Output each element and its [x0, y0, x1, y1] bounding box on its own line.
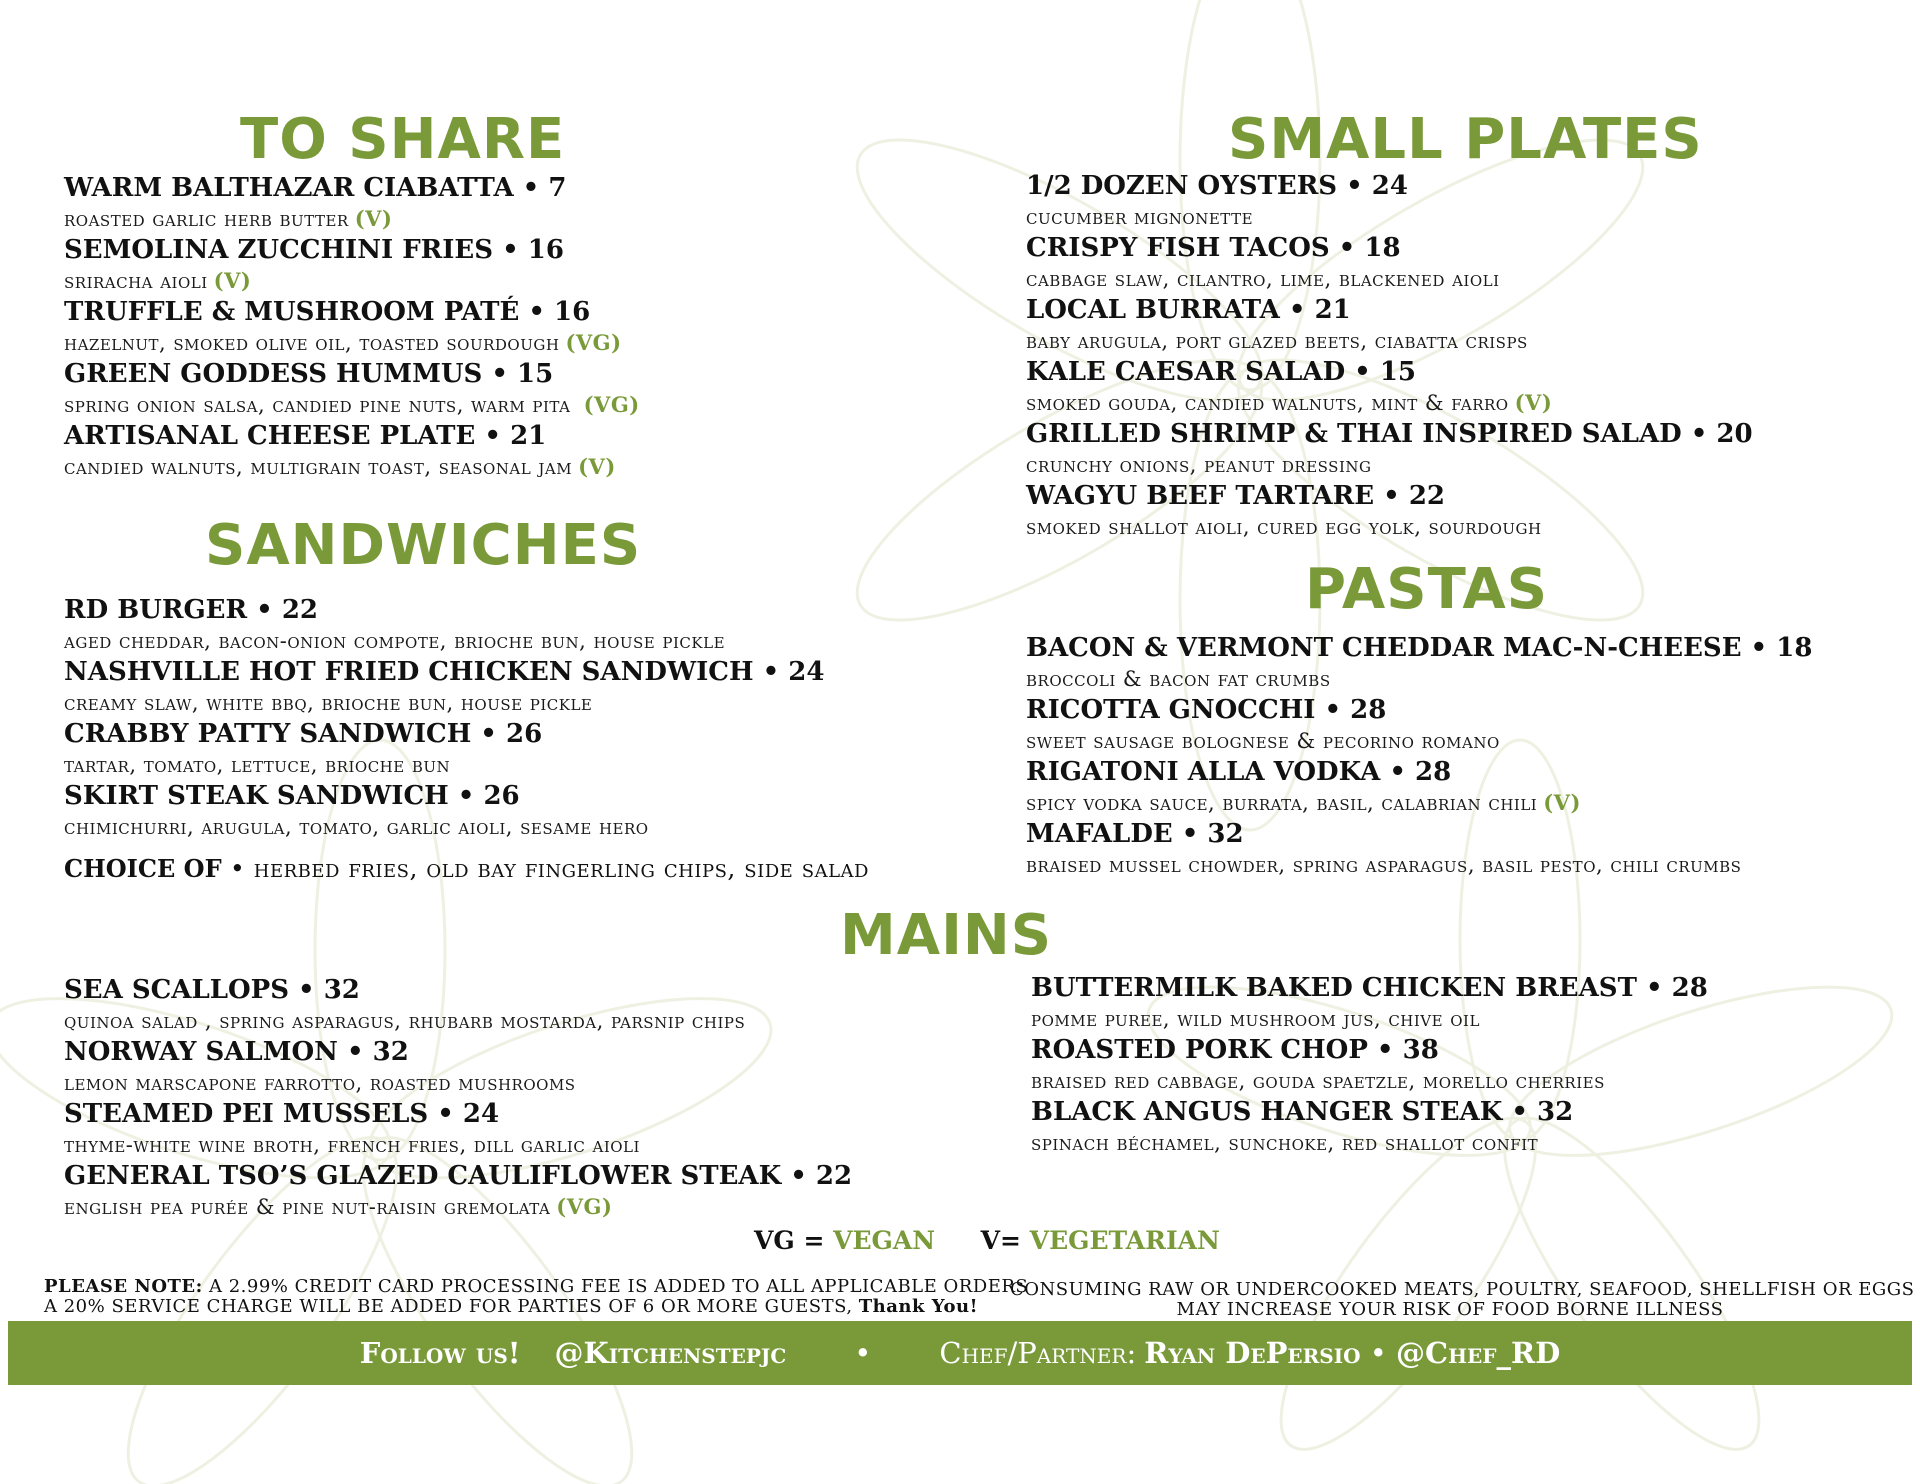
menu-item [1026, 294, 1753, 356]
item-desc: smoked shallot aioli, cured egg yolk, sourdough [1026, 515, 1542, 539]
item-name: 1/2 DOZEN OYSTERS • 24 [1026, 171, 1408, 201]
menu-item [64, 974, 852, 1036]
follow-label: Follow us! [359, 1336, 521, 1370]
item-desc: broccoli & bacon fat crumbs [1026, 667, 1331, 691]
item-desc: spinach béchamel, sunchoke, red shallot confit [1031, 1131, 1539, 1155]
item-desc: baby arugula, port glazed beets, ciabatta crisps [1026, 329, 1528, 353]
item-desc: braised red cabbage, gouda spaetzle, morello cherries [1031, 1069, 1605, 1093]
item-name: LOCAL BURRATA • 21 [1026, 295, 1351, 325]
menu-item [64, 594, 869, 656]
separator-dot: • [854, 1336, 872, 1370]
diet-tag: (VG) [556, 1194, 613, 1219]
item-desc: cucumber mignonette [1026, 205, 1254, 229]
item-name: RIGATONI ALLA VODKA • 28 [1026, 757, 1452, 787]
item-desc: smoked gouda, candied walnuts, mint & farro (V) [1026, 390, 1553, 415]
menu-item [64, 1160, 852, 1222]
diet-tag: (V) [213, 268, 252, 293]
chef-handle-link[interactable]: @Chef_RD [1396, 1336, 1561, 1370]
item-name: BUTTERMILK BAKED CHICKEN BREAST • 28 [1031, 973, 1708, 1003]
instagram-handle-link[interactable]: @Kitchenstepjc [554, 1336, 787, 1370]
menu-item [64, 656, 869, 718]
mains-left-list [64, 974, 852, 1222]
menu-item [64, 1098, 852, 1160]
menu-item [64, 234, 640, 296]
item-name: ROASTED PORK CHOP • 38 [1031, 1035, 1439, 1065]
item-name: NASHVILLE HOT FRIED CHICKEN SANDWICH • 24 [64, 657, 825, 687]
menu-item [1031, 1096, 1708, 1158]
diet-tag: (VG) [583, 392, 640, 417]
item-name: BACON & VERMONT CHEDDAR MAC-N-CHEESE • 18 [1026, 633, 1813, 663]
item-desc: hazelnut, smoked olive oil, toasted sourdough (VG) [64, 330, 622, 355]
item-desc: lemon marscapone farrotto, roasted mushrooms [64, 1071, 576, 1095]
item-desc: tartar, tomato, lettuce, brioche bun [64, 753, 451, 777]
small-plates-title: SMALL PLATES [1228, 107, 1703, 172]
item-desc: chimichurri, arugula, tomato, garlic aioli, sesame hero [64, 815, 649, 839]
diet-tag: (V) [1543, 790, 1581, 815]
small-plates-list [1026, 170, 1753, 542]
menu-item [64, 296, 640, 358]
diet-tag: (V) [1514, 390, 1553, 415]
item-name: CRISPY FISH TACOS • 18 [1026, 233, 1401, 263]
item-name: GREEN GODDESS HUMMUS • 15 [64, 359, 554, 389]
item-name: TRUFFLE & MUSHROOM PATÉ • 16 [64, 297, 591, 327]
menu-item [1026, 418, 1753, 480]
item-name: RICOTTA GNOCCHI • 28 [1026, 695, 1387, 725]
item-name: MAFALDE • 32 [1026, 819, 1244, 849]
item-name: GENERAL TSO’S GLAZED CAULIFLOWER STEAK • 22 [64, 1161, 853, 1191]
menu-item [1026, 480, 1753, 542]
item-desc: pomme puree, wild mushroom jus, chive oil [1031, 1007, 1480, 1031]
item-desc: braised mussel chowder, spring asparagus, basil pesto, chili crumbs [1026, 853, 1742, 877]
diet-tag: (V) [578, 454, 616, 479]
item-name: WARM BALTHAZAR CIABATTA • 7 [64, 173, 567, 203]
item-name: SEA SCALLOPS • 32 [64, 975, 360, 1005]
menu-item [1031, 972, 1708, 1034]
item-desc: aged cheddar, bacon-onion compote, brioche bun, house pickle [64, 629, 726, 653]
item-desc: cabbage slaw, cilantro, lime, blackened aioli [1026, 267, 1500, 291]
sandwiches-title: SANDWICHES [205, 513, 642, 578]
menu-item [1026, 356, 1753, 418]
item-desc: creamy slaw, white bbq, brioche bun, house pickle [64, 691, 593, 715]
item-desc: spicy vodka sauce, burrata, basil, calabrian chili (V) [1026, 790, 1581, 815]
to-share-title: TO SHARE [240, 107, 566, 172]
item-name: RD BURGER • 22 [64, 595, 318, 625]
item-name: SKIRT STEAK SANDWICH • 26 [64, 781, 520, 811]
item-name: WAGYU BEEF TARTARE • 22 [1026, 481, 1445, 511]
item-desc: spring onion salsa, candied pine nuts, warm pita (VG) [64, 392, 640, 417]
item-desc: english pea purée & pine nut-raisin gremolata (VG) [64, 1194, 613, 1219]
pastas-list [1026, 632, 1812, 880]
item-desc: candied walnuts, multigrain toast, seasonal jam (V) [64, 454, 616, 479]
menu-item [64, 1036, 852, 1098]
item-name: CRABBY PATTY SANDWICH • 26 [64, 719, 543, 749]
menu-item [1026, 232, 1753, 294]
item-name: ARTISANAL CHEESE PLATE • 21 [64, 421, 547, 451]
sandwich-side-choice: CHOICE OF • herbed fries, old bay fingerling chips, side salad [64, 854, 869, 883]
diet-tag: (V) [354, 206, 393, 231]
menu-item [1026, 756, 1812, 818]
diet-legend: VG = VEGAN V= VEGETARIAN [754, 1226, 1220, 1255]
menu-item [1026, 632, 1812, 694]
menu-item [1026, 818, 1812, 880]
menu-item [64, 718, 869, 780]
menu-item [64, 420, 640, 482]
item-desc: crunchy onions, peanut dressing [1026, 453, 1372, 477]
item-name: SEMOLINA ZUCCHINI FRIES • 16 [64, 235, 564, 265]
sandwiches-list [64, 594, 869, 883]
menu-item [64, 172, 640, 234]
fee-note: PLEASE NOTE: A 2.99% CREDIT CARD PROCESSING FEE IS ADDED TO ALL APPLICABLE ORDERS A 20% SERVICE CHARGE WILL BE ADDED FOR PARTIES OF 6 OR MORE GUESTS, Thank You! [44, 1276, 1029, 1317]
item-desc: quinoa salad , spring asparagus, rhubarb mostarda, parsnip chips [64, 1009, 746, 1033]
item-desc: roasted garlic herb butter (V) [64, 206, 393, 231]
menu-item [1026, 694, 1812, 756]
mains-right-list [1031, 972, 1708, 1158]
chef-name: Ryan DePersio [1144, 1336, 1361, 1370]
item-desc: sweet sausage bolognese & pecorino romano [1026, 729, 1500, 753]
footer-bar [8, 1321, 1912, 1385]
to-share-list [64, 172, 640, 482]
item-name: KALE CAESAR SALAD • 15 [1026, 357, 1417, 387]
item-desc: thyme-white wine broth, french fries, dill garlic aioli [64, 1133, 640, 1157]
menu-item [1026, 170, 1753, 232]
menu-item [1031, 1034, 1708, 1096]
mains-title: MAINS [840, 903, 1053, 968]
menu-item [64, 358, 640, 420]
item-name: BLACK ANGUS HANGER STEAK • 32 [1031, 1097, 1574, 1127]
item-name: GRILLED SHRIMP & THAI INSPIRED SALAD • 20 [1026, 419, 1753, 449]
pastas-title: PASTAS [1305, 557, 1549, 622]
item-name: NORWAY SALMON • 32 [64, 1037, 409, 1067]
separator-dot: • [1360, 1336, 1397, 1370]
diet-tag: (VG) [565, 330, 622, 355]
menu-item [64, 780, 869, 842]
chef-label: Chef/Partner: [939, 1336, 1137, 1370]
item-name: STEAMED PEI MUSSELS • 24 [64, 1099, 500, 1129]
raw-food-warning: CONSUMING RAW OR UNDERCOOKED MEATS, POULTRY, SEAFOOD, SHELLFISH OR EGGS MAY INCREASE YOUR RISK OF FOOD BORNE ILLNESS [1010, 1279, 1915, 1320]
item-desc: sriracha aioli (V) [64, 268, 252, 293]
